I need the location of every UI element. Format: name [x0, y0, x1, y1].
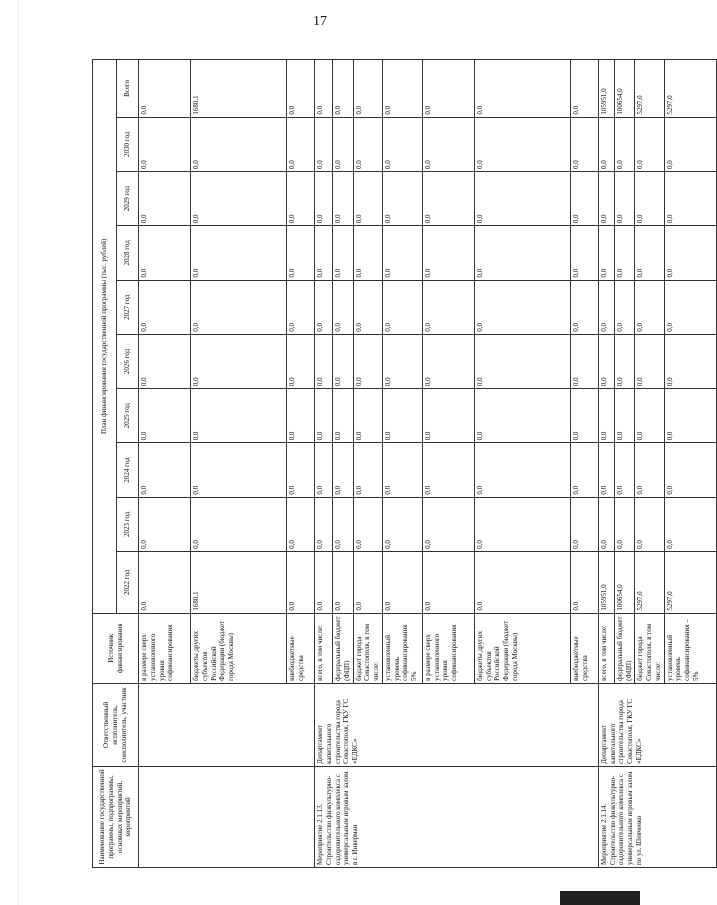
year-value-cell: 0,0: [191, 226, 287, 280]
source-cell: установленный уровень софинансирования – 5%: [664, 613, 716, 683]
year-value-cell: 0,0: [191, 334, 287, 388]
source-cell: бюджет города Севастополя, в том числе:: [353, 613, 382, 683]
responsible-cell: Департамент капитального строительства города Севастополя, ГКУ ГС «ЕДКС»: [315, 683, 599, 766]
year-value-cell: 0,0: [422, 171, 474, 225]
year-value-cell: 0,0: [614, 226, 635, 280]
year-value-cell: 0,0: [598, 117, 614, 171]
year-value-cell: 5297,0: [635, 551, 664, 613]
year-value-cell: 0,0: [570, 497, 598, 551]
source-cell: внебюджетные средства: [570, 613, 598, 683]
year-value-cell: 0,0: [315, 226, 333, 280]
year-value-cell: 0,0: [474, 497, 570, 551]
year-value-cell: 0,0: [315, 389, 333, 443]
source-cell: в размере сверх установленного уровня софинансирования: [139, 613, 191, 683]
scan-edge-line: [18, 0, 19, 905]
source-cell: установленный уровень софинансирования 5%: [382, 613, 422, 683]
year-value-cell: 0,0: [664, 226, 716, 280]
header-year: 2030 год: [117, 117, 139, 171]
year-value-cell: 0,0: [382, 117, 422, 171]
header-year: 2022 год: [117, 551, 139, 613]
total-value-cell: 100654,0: [614, 60, 635, 118]
year-value-cell: 0,0: [191, 117, 287, 171]
year-value-cell: 0,0: [474, 443, 570, 497]
year-value-cell: 0,0: [664, 171, 716, 225]
year-value-cell: 0,0: [382, 334, 422, 388]
year-value-cell: 0,0: [614, 443, 635, 497]
total-value-cell: 1680,1: [191, 60, 287, 118]
activity-name-cell: Мероприятие 2.1.14. Строительство физкультурно-оздоровительного комплекса с универсальным игровым залом по ул. Шевченко: [598, 766, 716, 867]
year-value-cell: 0,0: [598, 171, 614, 225]
year-value-cell: 0,0: [333, 280, 354, 334]
header-total: Всего: [117, 60, 139, 118]
source-cell: бюджеты других субъектов Российской Федерации (бюджет города Москвы): [474, 613, 570, 683]
source-cell: бюджет города Севастополя, в том числе:: [635, 613, 664, 683]
responsible-cell: [139, 683, 315, 766]
year-value-cell: 0,0: [570, 551, 598, 613]
year-value-cell: 0,0: [333, 551, 354, 613]
year-value-cell: 0,0: [353, 280, 382, 334]
total-value-cell: 0,0: [570, 60, 598, 118]
year-value-cell: 0,0: [287, 497, 315, 551]
year-value-cell: 0,0: [353, 497, 382, 551]
year-value-cell: 0,0: [474, 171, 570, 225]
year-value-cell: 0,0: [474, 389, 570, 443]
year-value-cell: 0,0: [635, 497, 664, 551]
year-value-cell: 0,0: [474, 226, 570, 280]
header-year: 2028 год: [117, 226, 139, 280]
year-value-cell: 0,0: [664, 389, 716, 443]
year-value-cell: 0,0: [635, 280, 664, 334]
header-row-1: [93, 60, 117, 868]
year-value-cell: 100654,0: [614, 551, 635, 613]
year-value-cell: 0,0: [474, 280, 570, 334]
year-value-cell: 0,0: [139, 334, 191, 388]
year-value-cell: 0,0: [353, 443, 382, 497]
source-cell: в размере сверх установленного уровня софинансирования: [422, 613, 474, 683]
header-plan: План финансирования государственной программы (тыс. рублей): [93, 60, 117, 614]
year-value-cell: 0,0: [422, 334, 474, 388]
year-value-cell: 0,0: [382, 280, 422, 334]
table-row: [598, 60, 614, 868]
year-value-cell: 0,0: [287, 551, 315, 613]
source-cell: федеральный бюджет (ФЦП): [614, 613, 635, 683]
year-value-cell: 0,0: [315, 117, 333, 171]
total-value-cell: 0,0: [382, 60, 422, 118]
header-year: 2026 год: [117, 334, 139, 388]
source-cell: внебюджетные средства: [287, 613, 315, 683]
year-value-cell: 0,0: [333, 497, 354, 551]
year-value-cell: 0,0: [139, 171, 191, 225]
header-year: 2024 год: [117, 443, 139, 497]
year-value-cell: 0,0: [598, 389, 614, 443]
year-value-cell: 0,0: [570, 389, 598, 443]
year-value-cell: 0,0: [287, 171, 315, 225]
financing-plan-table: [92, 59, 717, 868]
year-value-cell: 0,0: [664, 443, 716, 497]
year-value-cell: 0,0: [422, 551, 474, 613]
year-value-cell: 0,0: [191, 443, 287, 497]
year-value-cell: 0,0: [382, 226, 422, 280]
year-value-cell: 0,0: [287, 117, 315, 171]
year-value-cell: 0,0: [315, 497, 333, 551]
year-value-cell: 0,0: [315, 280, 333, 334]
source-cell: федеральный бюджет (ФЦП): [333, 613, 354, 683]
year-value-cell: 0,0: [287, 389, 315, 443]
year-value-cell: 0,0: [382, 389, 422, 443]
year-value-cell: 0,0: [422, 389, 474, 443]
header-source: Источник финансирования: [93, 613, 139, 683]
year-value-cell: 0,0: [635, 117, 664, 171]
table-row: [315, 60, 333, 868]
rotated-table-wrapper: [92, 59, 700, 868]
source-cell: всего, в том числе:: [315, 613, 333, 683]
year-value-cell: 0,0: [353, 226, 382, 280]
year-value-cell: 0,0: [474, 117, 570, 171]
year-value-cell: 0,0: [570, 171, 598, 225]
total-value-cell: 0,0: [287, 60, 315, 118]
year-value-cell: 0,0: [333, 334, 354, 388]
year-value-cell: 0,0: [139, 389, 191, 443]
year-value-cell: 0,0: [635, 226, 664, 280]
header-year: 2025 год: [117, 389, 139, 443]
year-value-cell: 105951,0: [598, 551, 614, 613]
page-number: 17: [313, 14, 327, 29]
year-value-cell: 0,0: [139, 226, 191, 280]
header-responsible: Ответственный исполнитель, соисполнитель, участник: [93, 683, 139, 766]
year-value-cell: 0,0: [570, 443, 598, 497]
header-year: 2023 год: [117, 497, 139, 551]
year-value-cell: 0,0: [570, 117, 598, 171]
year-value-cell: 0,0: [191, 280, 287, 334]
year-value-cell: 0,0: [570, 334, 598, 388]
year-value-cell: 0,0: [333, 117, 354, 171]
table-row: [139, 60, 191, 868]
year-value-cell: 0,0: [422, 443, 474, 497]
table-body: [139, 60, 717, 868]
total-value-cell: 105951,0: [598, 60, 614, 118]
header-year: 2029 год: [117, 171, 139, 225]
year-value-cell: 0,0: [382, 551, 422, 613]
year-value-cell: 0,0: [474, 334, 570, 388]
year-value-cell: 0,0: [422, 226, 474, 280]
year-value-cell: 0,0: [422, 280, 474, 334]
year-value-cell: 0,0: [664, 280, 716, 334]
year-value-cell: 0,0: [287, 226, 315, 280]
scan-corner-mark: [560, 891, 640, 905]
year-value-cell: 0,0: [664, 334, 716, 388]
year-value-cell: 0,0: [139, 443, 191, 497]
year-value-cell: 0,0: [139, 280, 191, 334]
year-value-cell: 0,0: [614, 497, 635, 551]
year-value-cell: 0,0: [598, 280, 614, 334]
year-value-cell: 1680,1: [191, 551, 287, 613]
year-value-cell: 0,0: [474, 551, 570, 613]
year-value-cell: 0,0: [191, 497, 287, 551]
year-value-cell: 0,0: [382, 171, 422, 225]
year-value-cell: 0,0: [635, 443, 664, 497]
year-value-cell: 0,0: [139, 551, 191, 613]
year-value-cell: 0,0: [315, 443, 333, 497]
year-value-cell: 0,0: [635, 334, 664, 388]
year-value-cell: 0,0: [598, 334, 614, 388]
year-value-cell: 0,0: [333, 389, 354, 443]
year-value-cell: 0,0: [333, 443, 354, 497]
year-value-cell: 0,0: [382, 443, 422, 497]
total-value-cell: 5297,0: [635, 60, 664, 118]
header-name: Наименование государственной программы, подпрограммы, основных мероприятий, мероприятий: [93, 766, 139, 867]
year-value-cell: 0,0: [422, 117, 474, 171]
year-value-cell: 0,0: [287, 443, 315, 497]
year-value-cell: 0,0: [570, 226, 598, 280]
total-value-cell: 5297,0: [664, 60, 716, 118]
year-value-cell: 0,0: [333, 171, 354, 225]
year-value-cell: 0,0: [598, 443, 614, 497]
year-value-cell: 0,0: [570, 280, 598, 334]
year-value-cell: 0,0: [635, 389, 664, 443]
activity-name-cell: Мероприятие 2.1.13. Строительство физкультурно-оздоровительного комплекса с универсальным игровым залом в г. Инкерман: [315, 766, 599, 867]
year-value-cell: 5297,0: [664, 551, 716, 613]
header-year: 2027 год: [117, 280, 139, 334]
total-value-cell: 0,0: [474, 60, 570, 118]
year-value-cell: 0,0: [333, 226, 354, 280]
year-value-cell: 0,0: [191, 389, 287, 443]
year-value-cell: 0,0: [353, 334, 382, 388]
year-value-cell: 0,0: [664, 497, 716, 551]
year-value-cell: 0,0: [353, 171, 382, 225]
year-value-cell: 0,0: [315, 171, 333, 225]
year-value-cell: 0,0: [139, 117, 191, 171]
total-value-cell: 0,0: [139, 60, 191, 118]
activity-name-cell: [139, 766, 315, 867]
year-value-cell: 0,0: [353, 117, 382, 171]
total-value-cell: 0,0: [315, 60, 333, 118]
year-value-cell: 0,0: [614, 389, 635, 443]
year-value-cell: 0,0: [382, 497, 422, 551]
total-value-cell: 0,0: [333, 60, 354, 118]
year-value-cell: 0,0: [664, 117, 716, 171]
year-value-cell: 0,0: [422, 497, 474, 551]
year-value-cell: 0,0: [315, 551, 333, 613]
year-value-cell: 0,0: [315, 334, 333, 388]
total-value-cell: 0,0: [422, 60, 474, 118]
year-value-cell: 0,0: [353, 551, 382, 613]
source-cell: бюджеты других субъектов Российской Федерации (бюджет города Москвы): [191, 613, 287, 683]
year-value-cell: 0,0: [598, 226, 614, 280]
year-value-cell: 0,0: [635, 171, 664, 225]
year-value-cell: 0,0: [614, 117, 635, 171]
year-value-cell: 0,0: [191, 171, 287, 225]
total-value-cell: 0,0: [353, 60, 382, 118]
year-value-cell: 0,0: [353, 389, 382, 443]
year-value-cell: 0,0: [287, 280, 315, 334]
year-value-cell: 0,0: [287, 334, 315, 388]
source-cell: всего, в том числе:: [598, 613, 614, 683]
year-value-cell: 0,0: [598, 497, 614, 551]
year-value-cell: 0,0: [614, 334, 635, 388]
responsible-cell: Департамент капитального строительства города Севастополя, ГКУ ГС «ЕДКС»: [598, 683, 716, 766]
year-value-cell: 0,0: [614, 171, 635, 225]
year-value-cell: 0,0: [614, 280, 635, 334]
year-value-cell: 0,0: [139, 497, 191, 551]
